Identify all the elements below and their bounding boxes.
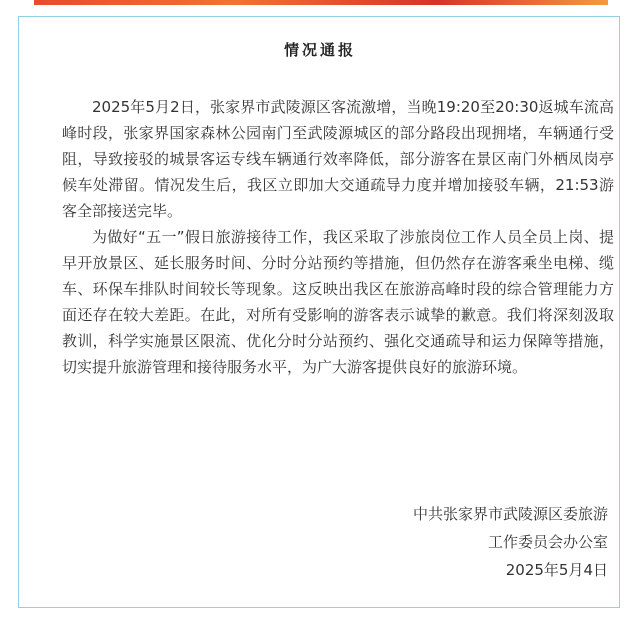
signature-org-line2: 工作委员会办公室 [487, 533, 608, 551]
paragraph-2: 为做好“五一”假日旅游接待工作，我区采取了涉旅岗位工作人员全员上岗、提早开放景区、延长服务时间、分时分站预约等措施，但仍然存在游客乘坐电梯、缆车、环保车排队时间较长等现象。这反映出我区在旅游高峰时段的综合管理能力方面还存在较大差距。在此，对所有受影响的游客表示诚挚的歉意。我们将深刻汲取教训，科学实施景区限流、优化分时分站预约、强化交通疏导和运力保障等措施，切实提升旅游管理和接待服务水平，为广大游客提供良好的旅游环境。 [62, 228, 614, 376]
signature-block [413, 500, 608, 584]
signature-date: 2025年5月4日 [505, 561, 608, 579]
notice-title: 情况通报 [283, 41, 356, 59]
signature-org-line1: 中共张家界市武陵源区委旅游 [412, 505, 608, 523]
banner-strip [34, 0, 608, 5]
notice-body [62, 94, 614, 380]
top-banner [0, 0, 640, 6]
paragraph-1: 2025年5月2日，张家界市武陵源区客流激增，当晚19:20至20:30返城车流高峰时段，张家界国家森林公园南门至武陵源城区的部分路段出现拥堵，车辆通行受阻，导致接驳的城景客运专线车辆通行效率降低，部分游客在景区南门外栖凤岗亭候车处滞留。情况发生后，我区立即加大交通疏导力度并增加接驳车辆，21:53游客全部接送完毕。 [62, 98, 614, 220]
